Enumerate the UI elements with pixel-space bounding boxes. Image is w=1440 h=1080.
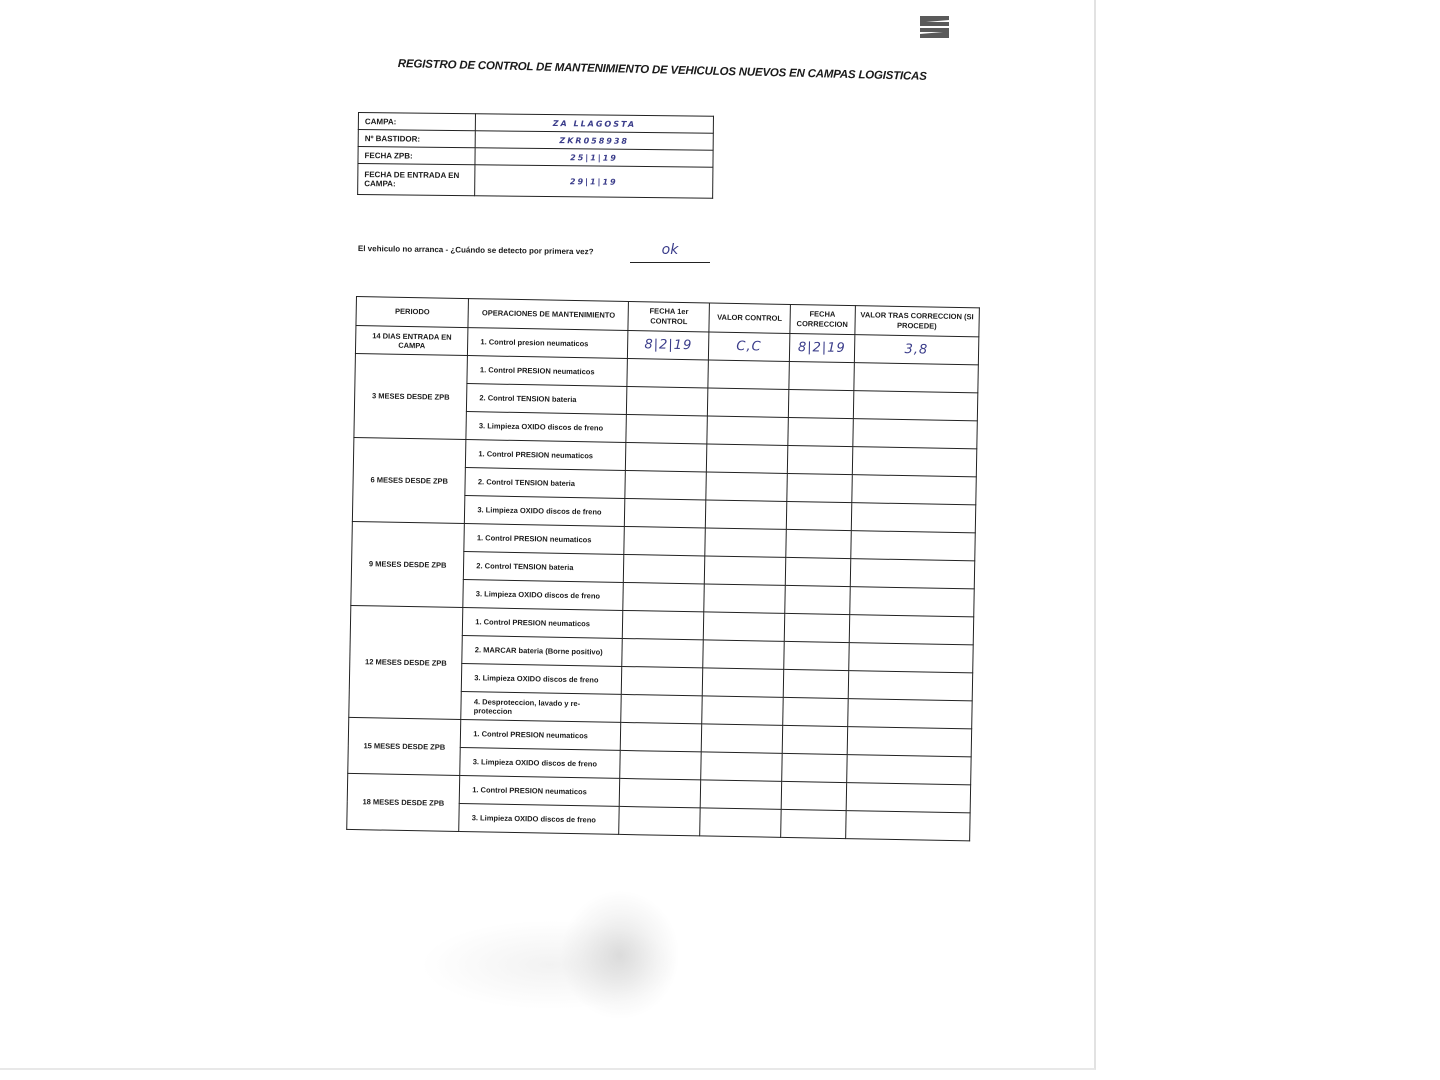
valor-control-cell <box>706 444 787 473</box>
operation-cell: 2. Control TENSION bateria <box>467 384 628 415</box>
bastidor-label: Nº BASTIDOR: <box>358 130 475 148</box>
fecha-correccion-cell <box>788 389 853 418</box>
operation-cell: 3. Limpieza OXIDO discos de freno <box>465 496 626 527</box>
fecha-1er-control-cell <box>622 638 703 667</box>
fecha-zpb-label: FECHA ZPB: <box>358 147 475 165</box>
fecha-correccion-cell <box>785 557 850 586</box>
period-cell: 6 MESES DESDE ZPB <box>352 437 466 523</box>
valor-tras-correccion-cell <box>848 671 973 701</box>
fecha-correccion-cell <box>783 641 848 670</box>
valor-tras-correccion-cell <box>850 531 975 561</box>
operation-cell: 1. Control PRESION neumaticos <box>459 775 620 806</box>
fecha-1er-control-cell <box>621 694 702 723</box>
fecha-1er-control-cell <box>621 722 702 751</box>
fecha-1er-control-cell <box>625 498 706 527</box>
operation-cell: 1. Control PRESION neumaticos <box>466 440 627 471</box>
valor-control-cell <box>707 416 788 445</box>
operation-cell: 3. Limpieza OXIDO discos de freno <box>466 412 627 443</box>
operation-cell: 1. Control PRESION neumaticos <box>467 356 628 387</box>
fecha-correccion-cell <box>784 585 849 614</box>
fecha-1er-control-cell <box>623 582 704 611</box>
valor-tras-correccion-cell <box>850 559 975 589</box>
fecha-1er-control-cell <box>622 666 703 695</box>
valor-control-cell <box>702 668 783 697</box>
valor-tras-correccion-cell <box>851 475 976 505</box>
valor-tras-correccion-cell <box>848 643 973 673</box>
operation-cell: 3. Limpieza OXIDO discos de freno <box>462 664 623 695</box>
fecha-1er-control-cell <box>624 526 705 555</box>
fecha-correccion-cell <box>787 473 852 502</box>
valor-tras-correccion-cell <box>847 699 972 729</box>
fecha-correccion-cell <box>788 417 853 446</box>
fecha-1er-control-cell <box>627 358 708 387</box>
fecha-correccion-cell <box>786 501 851 530</box>
fecha-1er-control-cell <box>620 778 701 807</box>
period-cell: 15 MESES DESDE ZPB <box>348 717 461 775</box>
valor-control-cell <box>705 528 786 557</box>
operation-cell: 1. Control PRESION neumaticos <box>463 608 624 639</box>
period-cell: 18 MESES DESDE ZPB <box>347 773 460 831</box>
fecha-1er-control-cell <box>625 470 706 499</box>
period-cell: 9 MESES DESDE ZPB <box>351 521 465 607</box>
operation-cell: 3. Limpieza OXIDO discos de freno <box>460 747 621 778</box>
header-fecha-1er-control: FECHA 1er CONTROL <box>628 301 709 331</box>
seat-s-logo-icon <box>917 14 951 40</box>
fecha-correccion-cell <box>785 529 850 558</box>
fecha-correccion-cell <box>784 613 849 642</box>
valor-control-cell <box>702 696 783 725</box>
valor-tras-correccion-cell <box>847 727 972 757</box>
fecha-correccion-cell: 8|2|19 <box>789 333 854 362</box>
valor-control-cell <box>700 808 781 837</box>
valor-control-cell <box>704 556 785 585</box>
fecha-1er-control-cell <box>623 610 704 639</box>
valor-tras-correccion-cell <box>849 587 974 617</box>
valor-control-cell <box>703 612 784 641</box>
valor-control-cell: C,C <box>708 332 789 361</box>
valor-control-cell <box>708 360 789 389</box>
fecha-entrada-value: 29|1|19 <box>475 165 713 198</box>
operation-cell: 3. Limpieza OXIDO discos de freno <box>459 803 620 834</box>
fecha-1er-control-cell: 8|2|19 <box>628 330 709 359</box>
fecha-1er-control-cell <box>620 750 701 779</box>
valor-tras-correccion-cell <box>851 503 976 533</box>
no-start-answer: ok <box>630 242 710 263</box>
fecha-correccion-cell <box>782 725 847 754</box>
fecha-correccion-cell <box>787 445 852 474</box>
valor-tras-correccion-cell <box>853 363 978 393</box>
campa-value: ZA LLAGOSTA <box>475 114 713 133</box>
fecha-1er-control-cell <box>627 386 708 415</box>
header-operaciones: OPERACIONES DE MANTENIMIENTO <box>468 299 629 331</box>
fecha-correccion-cell <box>789 361 854 390</box>
fecha-correccion-cell <box>781 753 846 782</box>
fecha-1er-control-cell <box>624 554 705 583</box>
valor-tras-correccion-cell: 3,8 <box>854 335 979 365</box>
campa-label: CAMPA: <box>358 113 475 131</box>
fecha-correccion-cell <box>781 781 846 810</box>
operation-cell: 1. Control PRESION neumaticos <box>461 719 622 750</box>
valor-control-cell <box>705 500 786 529</box>
period-cell: 3 MESES DESDE ZPB <box>354 353 468 439</box>
valor-control-cell <box>701 752 782 781</box>
valor-tras-correccion-cell <box>846 755 971 785</box>
valor-tras-correccion-cell <box>845 811 970 841</box>
operation-cell: 1. Control presion neumaticos <box>468 328 629 359</box>
valor-control-cell <box>704 584 785 613</box>
operation-cell: 3. Limpieza OXIDO discos de freno <box>463 580 624 611</box>
operation-cell: 2. Control TENSION bateria <box>464 552 625 583</box>
header-valor-tras-correccion: VALOR TRAS CORRECCION (SI PROCEDE) <box>855 306 980 337</box>
valor-control-cell <box>707 388 788 417</box>
header-periodo: PERIODO <box>356 297 469 328</box>
valor-control-cell <box>700 780 781 809</box>
bastidor-value: ZKR058938 <box>475 131 713 150</box>
fecha-correccion-cell <box>783 669 848 698</box>
valor-control-cell <box>701 724 782 753</box>
valor-tras-correccion-cell <box>849 615 974 645</box>
fecha-entrada-label: FECHA DE ENTRADA EN CAMPA: <box>358 164 475 196</box>
period-cell: 14 DIAS ENTRADA EN CAMPA <box>355 326 468 356</box>
valor-tras-correccion-cell <box>846 783 971 813</box>
fecha-zpb-value: 25|1|19 <box>475 148 713 167</box>
valor-tras-correccion-cell <box>852 447 977 477</box>
operation-cell: 4. Desproteccion, lavado y re-proteccion <box>461 692 622 723</box>
valor-tras-correccion-cell <box>852 419 977 449</box>
maintenance-table <box>346 296 980 841</box>
fecha-1er-control-cell <box>626 442 707 471</box>
no-start-question: El vehiculo no arranca - ¿Cuándo se detecto por primera vez? <box>357 244 594 257</box>
valor-control-cell <box>703 640 784 669</box>
vehicle-info-table <box>357 112 714 199</box>
period-cell: 12 MESES DESDE ZPB <box>349 605 463 719</box>
valor-control-cell <box>706 472 787 501</box>
scan-smudge <box>560 890 680 1020</box>
operation-cell: 2. MARCAR bateria (Borne positivo) <box>462 636 623 667</box>
document-title: REGISTRO DE CONTROL DE MANTENIMIENTO DE VEHICULOS NUEVOS EN CAMPAS LOGISTICAS <box>397 58 927 83</box>
fecha-1er-control-cell <box>626 414 707 443</box>
header-valor-control: VALOR CONTROL <box>709 303 790 333</box>
fecha-1er-control-cell <box>619 806 700 835</box>
fecha-correccion-cell <box>780 809 845 838</box>
fecha-correccion-cell <box>782 697 847 726</box>
operation-cell: 2. Control TENSION bateria <box>465 468 626 499</box>
operation-cell: 1. Control PRESION neumaticos <box>464 524 625 555</box>
valor-tras-correccion-cell <box>853 391 978 421</box>
header-fecha-correccion: FECHA CORRECCION <box>790 304 855 334</box>
